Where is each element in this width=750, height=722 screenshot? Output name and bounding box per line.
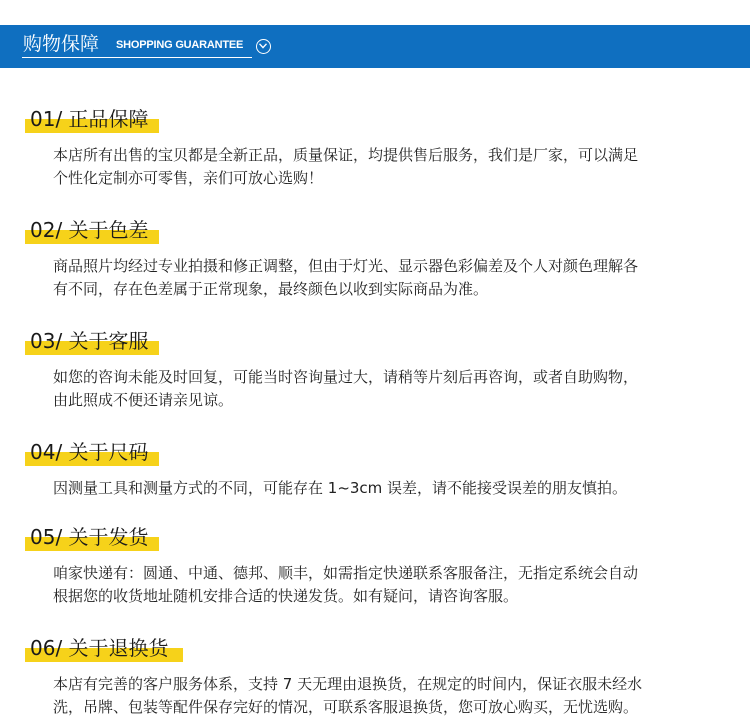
section-title-text: 06/ 关于退换货 bbox=[30, 636, 169, 660]
section-title-text: 02/ 关于色差 bbox=[30, 218, 149, 242]
section-title bbox=[25, 217, 149, 245]
body-line: 根据您的收货地址随机安排合适的快递发货。如有疑问，请咨询客服。 bbox=[53, 587, 519, 605]
body-line: 本店所有出售的宝贝都是全新正品，质量保证，均提供售后服务，我们是厂家，可以满足 bbox=[53, 146, 639, 164]
body-line: 因测量工具和测量方式的不同，可能存在 1~3cm 误差，请不能接受误差的朋友慎拍。 bbox=[53, 479, 628, 497]
section-title bbox=[25, 328, 149, 356]
section-title bbox=[25, 635, 169, 663]
section-body bbox=[53, 673, 723, 719]
section-title-text: 01/ 正品保障 bbox=[30, 107, 149, 131]
section-body bbox=[53, 477, 723, 500]
section-title-text: 04/ 关于尺码 bbox=[30, 440, 149, 464]
section-title-text: 05/ 关于发货 bbox=[30, 525, 149, 549]
section-title-text: 03/ 关于客服 bbox=[30, 329, 149, 353]
section-title bbox=[25, 439, 149, 467]
section-body bbox=[53, 562, 723, 608]
body-line: 洗，吊牌、包装等配件保存完好的情况，可联系客服退换货，您可放心购买，无忧选购。 bbox=[53, 698, 639, 716]
section-title bbox=[25, 106, 149, 134]
header-bar bbox=[0, 25, 750, 68]
body-line: 商品照片均经过专业拍摄和修正调整，但由于灯光、显示器色彩偏差及个人对颜色理解各 bbox=[53, 257, 639, 275]
body-line: 个性化定制亦可零售，亲们可放心选购！ bbox=[53, 169, 324, 187]
header-underline bbox=[22, 57, 252, 58]
header-subtitle: SHOPPING GUARANTEE bbox=[116, 39, 244, 51]
section-title bbox=[25, 524, 149, 552]
chevron-down-circle-icon bbox=[256, 39, 271, 54]
section-body bbox=[53, 255, 723, 301]
header-title: 购物保障 bbox=[23, 33, 100, 55]
body-line: 本店有完善的客户服务体系，支持 7 天无理由退换货，在规定的时间内，保证衣服未经水 bbox=[53, 675, 643, 693]
section-body bbox=[53, 366, 723, 412]
body-line: 咱家快递有：圆通、中通、德邦、顺丰，如需指定快递联系客服备注，无指定系统会自动 bbox=[53, 564, 639, 582]
body-line: 有不同，存在色差属于正常现象，最终颜色以收到实际商品为准。 bbox=[53, 280, 489, 298]
section-body bbox=[53, 144, 723, 190]
body-line: 如您的咨询未能及时回复，可能当时咨询量过大，请稍等片刻后再咨询，或者自助购物， bbox=[53, 368, 639, 386]
body-line: 由此照成不便还请亲见谅。 bbox=[53, 391, 234, 409]
